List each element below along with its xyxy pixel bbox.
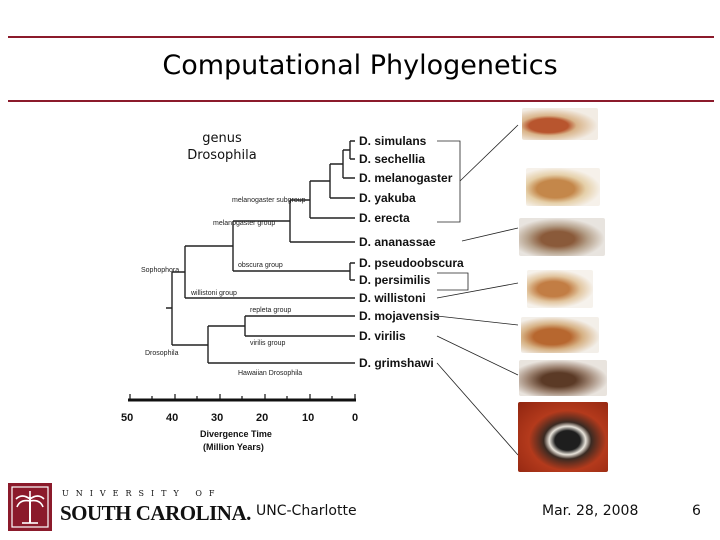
- species-label: D. virilis: [359, 329, 406, 343]
- group-label: obscura group: [238, 262, 283, 269]
- fly-photo: [518, 402, 608, 472]
- palmetto-icon-graphic: [8, 483, 52, 531]
- species-label: D. pseudoobscura: [359, 256, 464, 270]
- footer-date: Mar. 28, 2008: [542, 503, 639, 519]
- species-label: D. willistoni: [359, 291, 426, 305]
- axis-tick-label: 20: [256, 412, 269, 424]
- species-label: D. ananassae: [359, 235, 436, 249]
- university-top-text: UNIVERSITY OF: [62, 489, 222, 498]
- axis-tick-label: 30: [211, 412, 224, 424]
- page-number: 6: [692, 503, 701, 519]
- species-label: D. simulans: [359, 134, 427, 148]
- group-label: virilis group: [250, 340, 286, 347]
- axis-tick-label: 50: [121, 412, 134, 424]
- axis-tick-label: 0: [352, 412, 359, 424]
- species-label: D. sechellia: [359, 152, 426, 166]
- group-label: melanogaster subgroup: [232, 197, 306, 204]
- university-logo: [8, 483, 251, 531]
- species-label: D. mojavensis: [359, 309, 440, 323]
- group-label: Sophophora: [141, 267, 180, 274]
- axis-tick-label: 40: [166, 412, 179, 424]
- group-label: Drosophila: [145, 350, 179, 357]
- axis-tick-label: 10: [302, 412, 315, 424]
- fly-photo: [521, 317, 599, 353]
- fly-photo: [526, 168, 600, 206]
- slide-title: Computational Phylogenetics: [162, 50, 558, 81]
- fly-photo: [522, 108, 598, 140]
- tree-branches: [166, 141, 355, 363]
- genus-label-line2: Drosophila: [187, 148, 257, 163]
- species-labels: [359, 134, 464, 370]
- fly-photo: [519, 360, 607, 396]
- species-label: D. erecta: [359, 211, 410, 225]
- species-label: D. grimshawi: [359, 356, 434, 370]
- fly-photo: [519, 218, 605, 256]
- group-label: melanogaster group: [213, 220, 276, 227]
- group-label: Hawaiian Drosophila: [238, 370, 303, 377]
- time-axis: [121, 394, 358, 452]
- species-label: D. melanogaster: [359, 171, 453, 185]
- university-name: SOUTH CAROLINA.: [60, 501, 251, 525]
- axis-title: Divergence Time: [200, 429, 272, 439]
- species-label: D. persimilis: [359, 273, 431, 287]
- footer-center-text: UNC-Charlotte: [256, 503, 357, 519]
- group-label: willistoni group: [191, 290, 237, 297]
- species-label: D. yakuba: [359, 191, 416, 205]
- fly-photo: [527, 270, 593, 308]
- genus-label-line1: genus: [202, 131, 242, 146]
- axis-title: (Million Years): [203, 442, 264, 452]
- group-label: repleta group: [250, 307, 292, 314]
- group-labels: [141, 197, 306, 377]
- palmetto-icon: [8, 483, 52, 531]
